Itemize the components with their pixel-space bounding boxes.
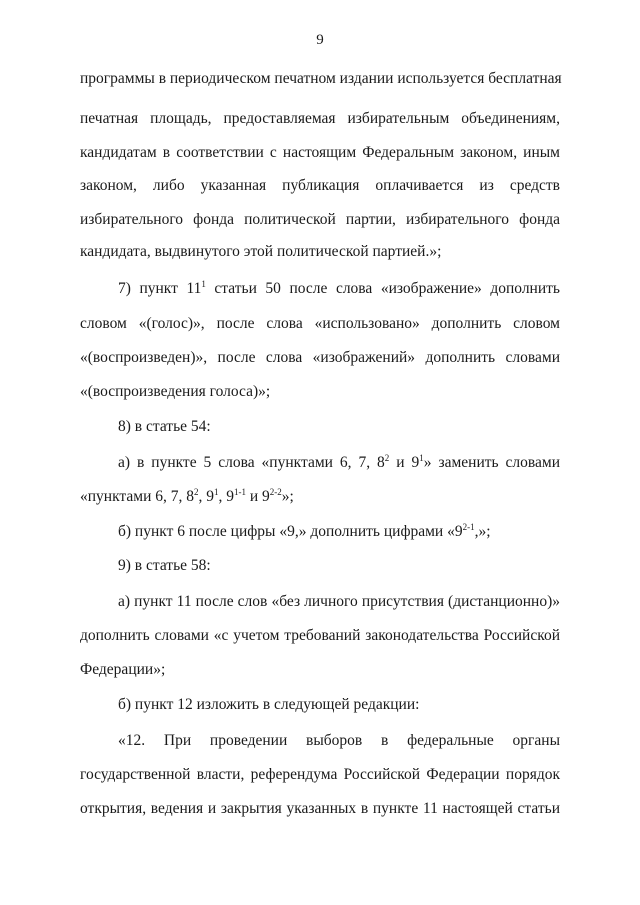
text-line: «пунктами 6, 7, $8^2$, $9^1$, 9$^{1-1}$ и 9$^{2-2}$»; [80, 487, 294, 505]
text-line: кандидатам в соответствии с настоящим Федеральным законом, иным [80, 144, 560, 161]
text-line: избирательного фонда политической партии, избирательного фонда [80, 211, 560, 228]
text-line: Федерации»; [80, 661, 166, 678]
text-line: кандидата, выдвинутого этой политической партией.»; [80, 243, 442, 260]
text-line: словом «(голос)», после слова «использовано» дополнить словом [80, 315, 560, 332]
text-line: 8) в статье 54: [118, 418, 211, 435]
page-number: 9 [316, 32, 324, 48]
text-line: законом, либо указанная публикация оплачивается из средств [80, 177, 560, 194]
text-line: программы в периодическом печатном издании используется бесплатная [80, 70, 562, 87]
text-line: б) пункт 12 изложить в следующей редакции: [118, 696, 420, 713]
text-line: а) в пункте 5 слова «пунктами 6, 7, $8^2$ и $9^1$» заменить словами [118, 453, 561, 471]
text-line: а) пункт 11 после слов «без личного присутствия (дистанционно)» [118, 593, 560, 610]
text-line: «(воспроизведен)», после слова «изображений» дополнить словами [80, 349, 560, 366]
text-line: «12. При проведении выборов в федеральные органы [118, 732, 560, 749]
text-line: 9) в статье 58: [118, 557, 211, 574]
text-line: 7) пункт $11^1$ статьи 50 после слова «изображение» дополнить [118, 279, 560, 297]
text-line: печатная площадь, предоставляемая избирательным объединениям, [80, 110, 560, 127]
text-line: открытия, ведения и закрытия указанных в пункте 11 настоящей статьи [80, 800, 560, 817]
text-line: «(воспроизведения голоса)»; [80, 383, 271, 400]
text-line: государственной власти, референдума Российской Федерации порядок [80, 766, 560, 783]
text-line: б) пункт 6 после цифры «9,» дополнить цифрами «9$^{2-1}$,»; [118, 522, 491, 540]
text-line: дополнить словами «с учетом требований законодательства Российской [80, 627, 560, 644]
